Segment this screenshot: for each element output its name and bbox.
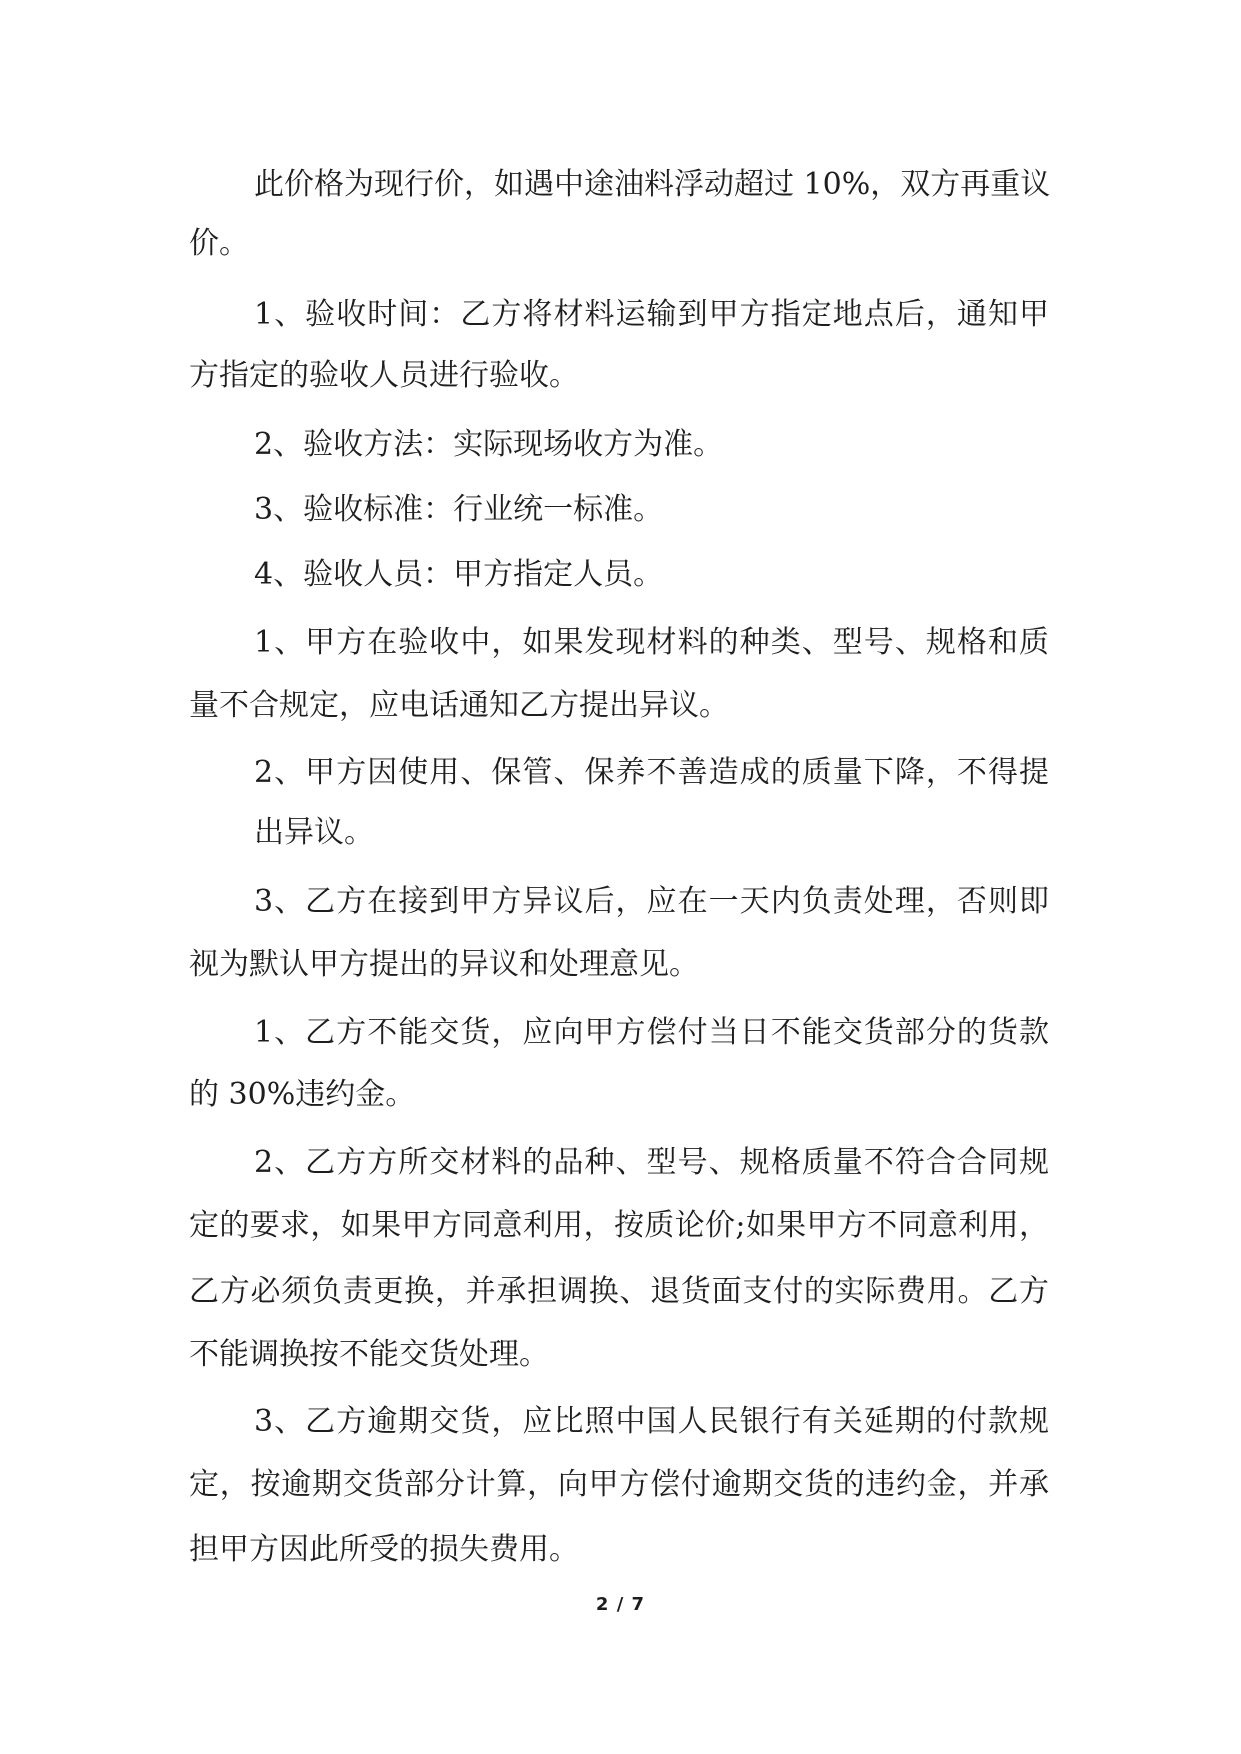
paragraph-line: 2、甲方因使用、保管、保养不善造成的质量下降，不得提 [254, 755, 1049, 790]
paragraph-line: 担甲方因此所受的损失费用。 [189, 1532, 579, 1567]
paragraph-line: 此价格为现行价，如遇中途油料浮动超过 10%，双方再重议 [254, 167, 1051, 202]
paragraph-line: 3、乙方在接到甲方异议后，应在一天内负责处理，否则即 [254, 884, 1049, 919]
paragraph-line: 1、甲方在验收中，如果发现材料的种类、型号、规格和质 [254, 625, 1049, 660]
paragraph-line: 1、乙方不能交货，应向甲方偿付当日不能交货部分的货款 [254, 1015, 1049, 1050]
paragraph-line: 4、验收人员：甲方指定人员。 [254, 557, 664, 592]
paragraph-line: 定，按逾期交货部分计算，向甲方偿付逾期交货的违约金，并承 [189, 1467, 1049, 1502]
paragraph-line: 不能调换按不能交货处理。 [189, 1337, 549, 1372]
paragraph-line: 1、验收时间：乙方将材料运输到甲方指定地点后，通知甲 [254, 297, 1049, 332]
paragraph-line: 方指定的验收人员进行验收。 [189, 358, 579, 393]
paragraph-line: 的 30%违约金。 [189, 1077, 416, 1112]
paragraph-line: 3、乙方逾期交货，应比照中国人民银行有关延期的付款规 [254, 1404, 1049, 1439]
paragraph-line: 乙方必须负责更换，并承担调换、退货面支付的实际费用。乙方 [189, 1274, 1049, 1309]
paragraph-line: 2、验收方法：实际现场收方为准。 [254, 427, 724, 462]
paragraph-line: 3、验收标准：行业统一标准。 [254, 492, 664, 527]
paragraph-line: 视为默认甲方提出的异议和处理意见。 [189, 947, 699, 982]
paragraph-line: 价。 [189, 226, 249, 261]
paragraph-line: 定的要求，如果甲方同意利用，按质论价;如果甲方不同意利用， [189, 1208, 1049, 1243]
paragraph-line: 量不合规定，应电话通知乙方提出异议。 [189, 688, 729, 723]
paragraph-line: 出异议。 [254, 815, 374, 850]
paragraph-line: 2、乙方方所交材料的品种、型号、规格质量不符合合同规 [254, 1145, 1049, 1180]
page-number: 2 / 7 [595, 1594, 646, 1615]
